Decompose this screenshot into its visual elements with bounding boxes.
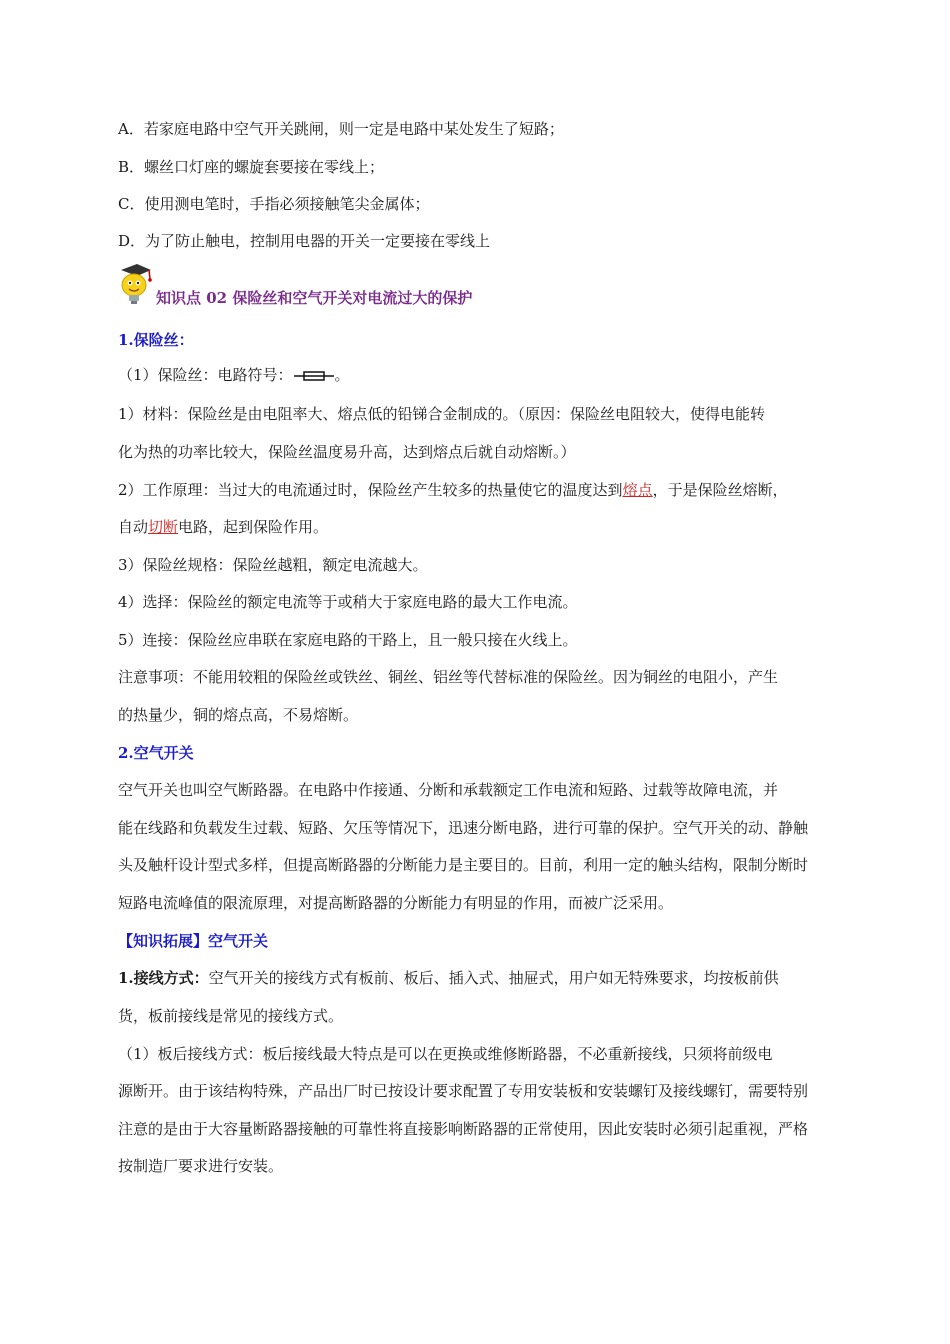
principle-1-end: ，于是保险丝熔断， bbox=[652, 481, 788, 499]
option-b: B．螺丝口灯座的螺旋套要接在零线上； bbox=[118, 158, 385, 176]
lightbulb-mascot-icon bbox=[115, 262, 155, 306]
principle-1-text: 2）工作原理：当过大的电流通过时，保险丝产生较多的热量使它的温度达到 bbox=[118, 481, 623, 499]
option-c: C．使用测电笔时，手指必须接触笔尖金属体； bbox=[118, 195, 430, 213]
rear-wiring-2: 源断开。由于该结构特殊，产品出厂时已按设计要求配置了专用安装板和安装螺钉及接线螺钉，需要特别 bbox=[118, 1082, 809, 1100]
breaker-p2: 能在线路和负载发生过载、短路、欠压等情况下，迅速分断电路，进行可靠的保护。空气开关的动、静触 bbox=[118, 819, 809, 837]
fuse-choice: 4）选择：保险丝的额定电流等于或稍大于家庭电路的最大工作电流。 bbox=[118, 593, 578, 611]
fuse-symbol-text: （1）保险丝：电路符号： bbox=[118, 366, 293, 384]
fuse-symbol-icon bbox=[294, 369, 334, 383]
option-a: A．若家庭电路中空气开关跳闸，则一定是电路中某处发生了短路； bbox=[118, 120, 564, 138]
extension-heading: 【知识拓展】空气开关 bbox=[118, 932, 269, 950]
keyword-cut-off: 切断 bbox=[148, 518, 179, 536]
fuse-principle-1 bbox=[118, 480, 788, 500]
breaker-p4: 短路电流峰值的限流原理，对提高断路器的分断能力有明显的作用，而被广泛采用。 bbox=[118, 894, 674, 912]
fuse-note-1: 注意事项：不能用较粗的保险丝或铁丝、铜丝、铝丝等代替标准的保险丝。因为铜丝的电阻小，产生 bbox=[118, 668, 779, 686]
rear-wiring-1: （1）板后接线方式：板后接线最大特点是可以在更换或维修断路器，不必重新接线，只须将前级电 bbox=[118, 1045, 773, 1063]
wiring-line-1 bbox=[118, 968, 779, 988]
fuse-spec: 3）保险丝规格：保险丝越粗，额定电流越大。 bbox=[118, 556, 428, 574]
wiring-label: 1.接线方式： bbox=[118, 969, 209, 987]
breaker-heading: 2.空气开关 bbox=[118, 744, 194, 762]
wiring-line-2: 货，板前接线是常见的接线方式。 bbox=[118, 1007, 344, 1025]
fuse-symbol-end: 。 bbox=[334, 366, 350, 384]
breaker-p3: 头及触杆设计型式多样，但提高断路器的分断能力是主要目的。目前，利用一定的触头结构，限制分断时 bbox=[118, 856, 809, 874]
fuse-heading: 1.保险丝： bbox=[118, 331, 194, 349]
fuse-principle-2 bbox=[118, 517, 328, 537]
option-d: D．为了防止触电，控制用电器的开关一定要接在零线上 bbox=[118, 232, 491, 250]
principle-2-end: 电路，起到保险作用。 bbox=[178, 518, 329, 536]
fuse-material-2: 化为热的功率比较大，保险丝温度易升高，达到熔点后就自动熔断。） bbox=[118, 443, 576, 461]
wiring-text: 空气开关的接线方式有板前、板后、插入式、抽屉式，用户如无特殊要求，均按板前供 bbox=[208, 969, 779, 987]
rear-wiring-4: 按制造厂要求进行安装。 bbox=[118, 1157, 284, 1175]
fuse-note-2: 的热量少，铜的熔点高，不易熔断。 bbox=[118, 706, 359, 724]
keyword-melting-point: 熔点 bbox=[622, 481, 653, 499]
section-title: 知识点 02 保险丝和空气开关对电流过大的保护 bbox=[156, 289, 473, 307]
rear-wiring-3: 注意的是由于大容量断路器接触的可靠性将直接影响断路器的正常使用，因此安装时必须引起重视，严格 bbox=[118, 1120, 809, 1138]
principle-2-text: 自动 bbox=[118, 518, 149, 536]
breaker-p1: 空气开关也叫空气断路器。在电路中作接通、分断和承载额定工作电流和短路、过载等故障电流，并 bbox=[118, 781, 779, 799]
fuse-connect: 5）连接：保险丝应串联在家庭电路的干路上，且一般只接在火线上。 bbox=[118, 631, 578, 649]
fuse-material-1: 1）材料：保险丝是由电阻率大、熔点低的铅锑合金制成的。（原因：保险丝电阻较大，使得电能转 bbox=[118, 405, 766, 423]
fuse-symbol-line bbox=[118, 365, 350, 385]
